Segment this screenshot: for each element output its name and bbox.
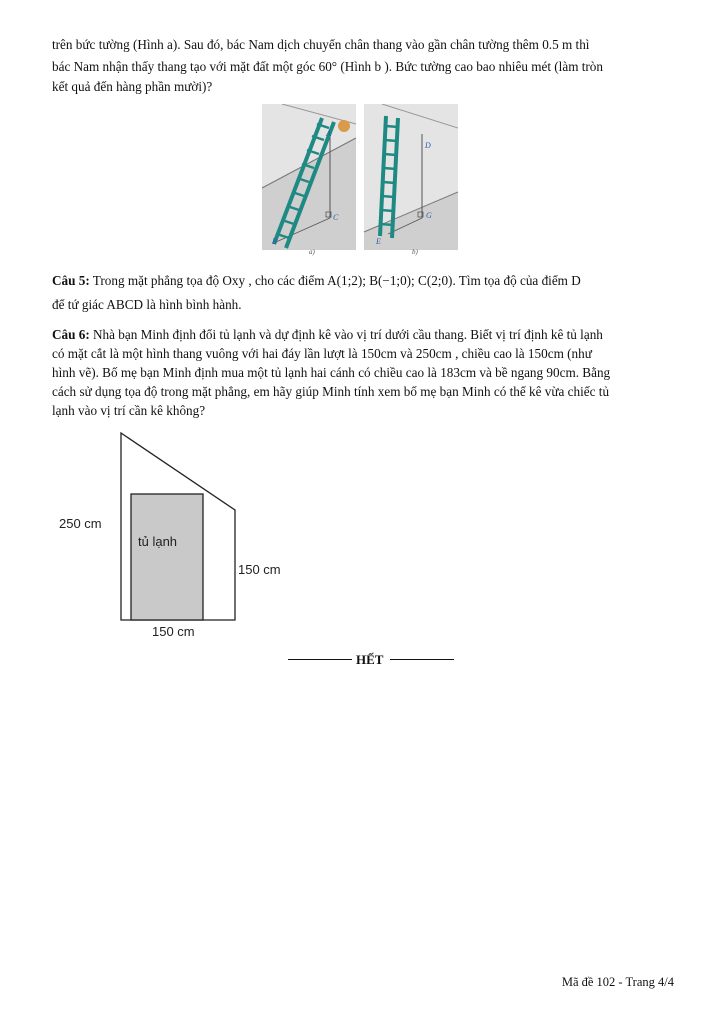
divider: [390, 659, 454, 660]
text-line: kết quả đến hàng phần mười)?: [52, 79, 213, 94]
question-5-line2: để tứ giác ABCD là hình bình hành.: [52, 297, 242, 312]
point-e-label: E: [376, 237, 381, 246]
ladder-panel-a: [262, 104, 356, 256]
label-bottom: 150 cm: [152, 624, 195, 639]
question-6-line5: lạnh vào vị trí cần kê không?: [52, 403, 206, 418]
question-6-line3: hình vẽ). Bố mẹ bạn Minh định mua một tủ lạnh hai cánh có chiều cao là 183cm và bề ngang 90cm. Bằng: [52, 365, 611, 380]
end-marker-text: HẾT: [356, 652, 384, 667]
ladder-panel-b: [364, 104, 458, 256]
label-fridge: tủ lạnh: [138, 534, 178, 549]
point-d-label: D: [425, 141, 431, 150]
question-6-line1: [52, 326, 603, 344]
question-6-text: Nhà bạn Minh định đổi tủ lạnh và dự định kê vào vị trí dưới cầu thang. Biết vị trí định kê tủ lạnh: [89, 327, 603, 342]
text-line: trên bức tường (Hình a). Sau đó, bác Nam dịch chuyển chân thang vào gần chân tường thêm 0.5 m thì: [52, 37, 590, 52]
divider: [288, 659, 352, 660]
ladder-figure: [262, 104, 458, 256]
question-5-line1: [52, 272, 581, 290]
point-g-label: G: [426, 211, 432, 220]
end-marker: [288, 650, 454, 670]
question-6-line4: cách sử dụng tọa độ trong mặt phẳng, em hãy giúp Minh tính xem bố mẹ bạn Minh có thể kê vừa chiếc tủ: [52, 384, 610, 399]
page-footer: Mã đề 102 - Trang 4/4: [561, 975, 674, 989]
question-5-text: Trong mặt phẳng tọa độ Oxy , cho các điểm A(1;2); B(−1;0); C(2;0). Tìm tọa độ của điểm D: [89, 273, 581, 288]
point-c-label: C: [333, 213, 339, 222]
point-a-label: A: [326, 129, 331, 138]
label-right: 150 cm: [238, 562, 281, 577]
text-line: bác Nam nhận thấy thang tạo với mặt đất một góc 60° (Hình b ). Bức tường cao bao nhiêu mét (làm tròn: [52, 59, 603, 74]
fridge-figure: [52, 428, 312, 643]
caption-b: b): [412, 248, 418, 256]
label-left: 250 cm: [59, 516, 102, 531]
question-6-line2: có mặt cắt là một hình thang vuông với hai đáy lần lượt là 150cm và 250cm , chiều cao là 150cm (như: [52, 346, 592, 361]
caption-a: a): [309, 248, 315, 256]
point-b-label: B: [272, 237, 277, 246]
question-6-label: Câu 6:: [52, 327, 90, 342]
question-5-label: Câu 5:: [52, 273, 90, 288]
fridge-rect: [131, 494, 203, 620]
